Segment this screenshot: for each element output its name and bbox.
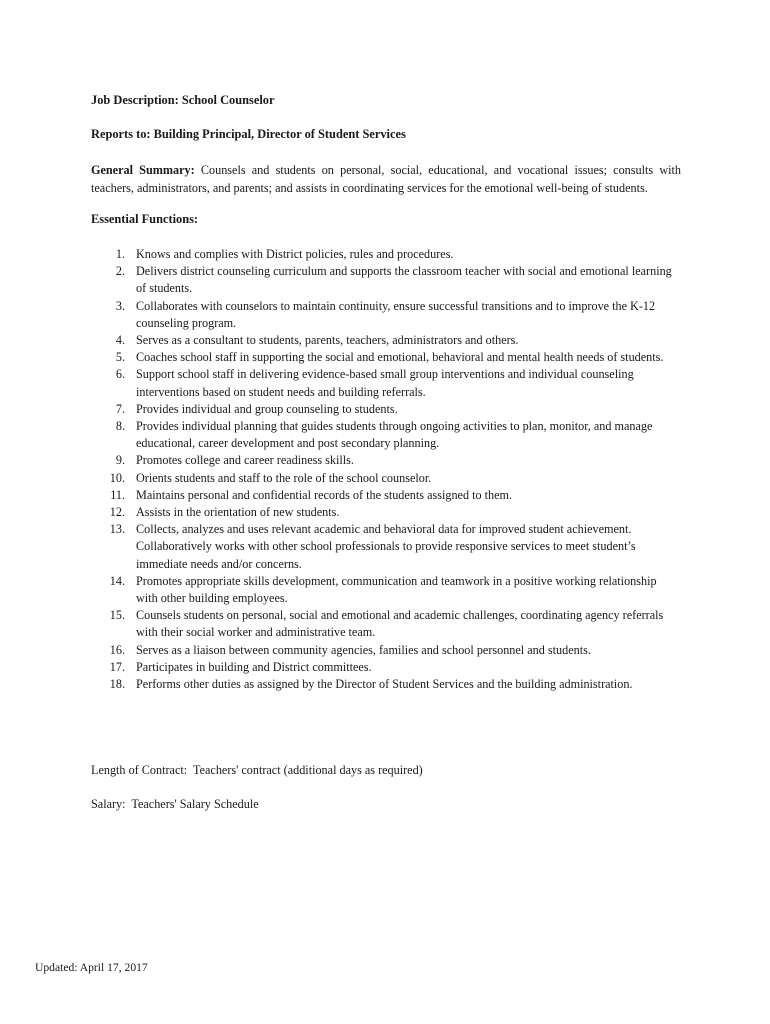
function-text: Serves as a consultant to students, parents, teachers, administrators and others. — [136, 333, 519, 348]
function-number: 16. — [109, 642, 125, 657]
function-number: 15. — [109, 608, 125, 623]
function-text: Provides individual planning that guides students through ongoing activities to plan, monitor, and manage educational, career development and post secondary planning. — [136, 419, 653, 451]
essential-functions-heading: Essential Functions: — [91, 212, 199, 226]
contract-length: Length of Contract: Teachers' contract (additional days as required) — [91, 763, 423, 777]
summary-text: Counsels and students on personal, social, educational, and vocational issues; consults with teachers, administrators, and parents; and assists in coordinating services for the emotional well-being of students. — [91, 163, 681, 195]
function-item — [0, 298, 681, 332]
function-item — [0, 487, 681, 504]
function-number: 3. — [115, 298, 125, 313]
function-item — [0, 263, 681, 297]
function-number: 13. — [109, 522, 125, 537]
function-item — [0, 573, 681, 607]
function-number: 1. — [115, 247, 125, 261]
function-number: 10. — [109, 470, 125, 485]
function-text: Performs other duties as assigned by the Director of Student Services and the building administration. — [136, 677, 633, 692]
function-number: 5. — [115, 350, 125, 365]
function-text: Assists in the orientation of new students. — [136, 505, 340, 520]
function-item — [0, 401, 681, 418]
function-item — [0, 332, 681, 349]
function-text: Provides individual and group counseling to students. — [136, 401, 398, 416]
function-number: 8. — [115, 419, 125, 434]
reports-to: Reports to: Building Principal, Director of Student Services — [91, 127, 406, 141]
function-item — [0, 452, 681, 469]
function-item — [0, 504, 681, 521]
function-number: 12. — [109, 505, 125, 520]
function-text: Support school staff in delivering evidence-based small group interventions and individual counseling interventions based on student needs and building referrals. — [136, 367, 634, 399]
function-item — [0, 349, 681, 366]
function-text: Collects, analyzes and uses relevant academic and behavioral data for improved student achievement. Collaboratively works with other school professionals to provide responsive services to meet student’s immediate needs and/or concerns. — [136, 522, 636, 571]
function-text: Maintains personal and confidential records of the students assigned to them. — [136, 487, 513, 502]
function-item — [0, 418, 681, 452]
function-number: 7. — [115, 401, 125, 416]
job-title: Job Description: School Counselor — [91, 93, 275, 107]
function-number: 4. — [115, 333, 125, 348]
function-number: 2. — [115, 264, 125, 279]
function-text: Serves as a liaison between community agencies, families and school personnel and students. — [136, 642, 591, 657]
function-item — [0, 470, 681, 487]
function-text: Promotes college and career readiness skills. — [136, 453, 354, 468]
general-summary — [91, 161, 681, 197]
function-item — [0, 676, 681, 693]
summary-label: General Summary: — [91, 163, 195, 177]
function-item — [0, 659, 681, 676]
function-text: Collaborates with counselors to maintain continuity, ensure successful transitions and to improve the K-12 counseling program. — [136, 298, 656, 330]
function-number: 6. — [115, 367, 125, 382]
salary: Salary: Teachers' Salary Schedule — [91, 797, 259, 811]
function-text: Counsels students on personal, social and emotional and academic challenges, coordinating agency referrals with their social worker and administrative team. — [136, 608, 664, 640]
function-item — [0, 607, 681, 641]
function-text: Promotes appropriate skills development, communication and teamwork in a positive working relationship with other building employees. — [136, 573, 657, 606]
function-item — [0, 521, 681, 573]
function-text: Participates in building and District committees. — [136, 659, 372, 674]
function-text: Delivers district counseling curriculum and supports the classroom teacher with social and emotional learning of students. — [136, 264, 672, 296]
function-text: Orients students and staff to the role of the school counselor. — [136, 470, 432, 485]
function-item — [0, 642, 681, 659]
function-number: 11. — [110, 487, 125, 502]
function-number: 18. — [109, 677, 125, 692]
function-item — [0, 246, 681, 263]
function-number: 9. — [115, 453, 125, 468]
essential-functions-list — [0, 246, 770, 693]
function-number: 17. — [109, 659, 125, 674]
function-text: Coaches school staff in supporting the social and emotional, behavioral and mental health needs of students. — [136, 350, 664, 365]
function-number: 14. — [109, 573, 125, 588]
updated-date: Updated: April 17, 2017 — [35, 961, 148, 974]
function-item — [0, 366, 681, 400]
function-text: Knows and complies with District policies, rules and procedures. — [136, 247, 454, 261]
